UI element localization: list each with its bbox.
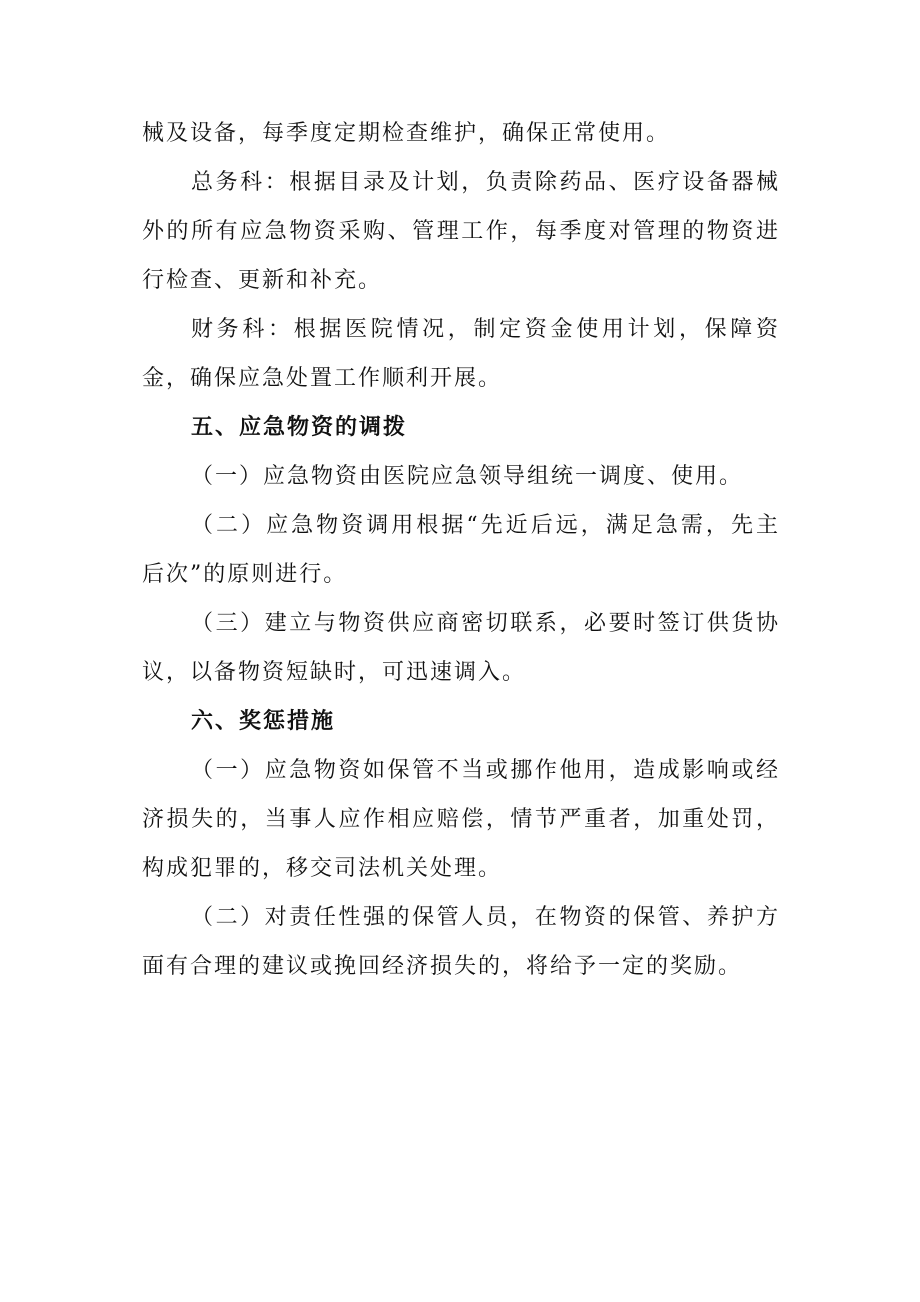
paragraph-equipment-maintenance: 械及设备，每季度定期检查维护，确保正常使用。 bbox=[142, 121, 671, 146]
paragraph-allocation-2: （二）应急物资调用根据“先近后远，满足急需，先主后次”的原则进行。 bbox=[142, 513, 780, 587]
paragraph-allocation-1: （一）应急物资由医院应急领导组统一调度、使用。 bbox=[191, 464, 744, 489]
paragraph-reward: （二）对责任性强的保管人员，在物资的保管、养护方面有合理的建议或挽回经济损失的，将给予一定的奖励。 bbox=[142, 905, 780, 979]
paragraph-finance: 财务科：根据医院情况，制定资金使用计划，保障资金，确保应急处置工作顺利开展。 bbox=[142, 317, 780, 391]
paragraph-allocation-3: （三）建立与物资供应商密切联系，必要时签订供货协议，以备物资短缺时，可迅速调入。 bbox=[142, 611, 780, 685]
document-page bbox=[142, 109, 780, 991]
paragraph-penalty: （一）应急物资如保管不当或挪作他用，造成影响或经济损失的，当事人应作相应赔偿，情节严重者，加重处罚，构成犯罪的，移交司法机关处理。 bbox=[142, 758, 780, 881]
section-heading-rewards-penalties: 六、奖惩措施 bbox=[191, 709, 336, 734]
paragraph-general-affairs: 总务科：根据目录及计划，负责除药品、医疗设备器械外的所有应急物资采购、管理工作，每季度对管理的物资进行检查、更新和补充。 bbox=[142, 170, 780, 293]
section-heading-allocation: 五、应急物资的调拨 bbox=[191, 415, 408, 440]
